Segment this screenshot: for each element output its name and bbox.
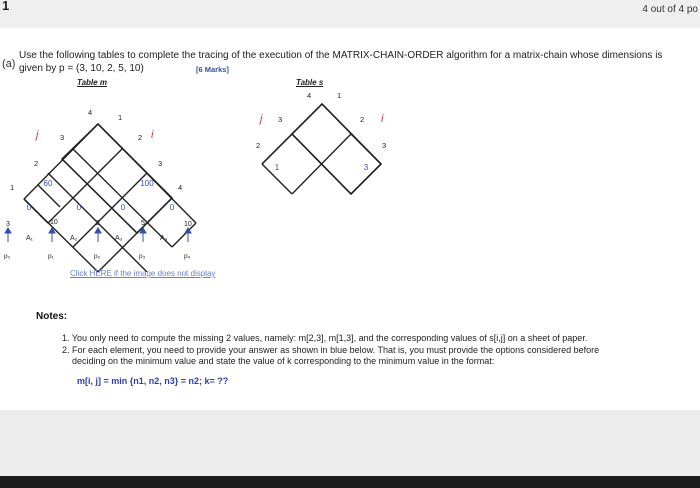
cell-m44: 0	[169, 203, 175, 212]
page-gap	[0, 410, 700, 476]
table-s-j-label-2: 2	[256, 141, 261, 150]
dim-p2: 2	[96, 220, 100, 227]
dim-p0: 3	[6, 221, 10, 228]
matrix-a4: A₄	[160, 235, 168, 242]
note-item-2: 2. For each element, you need to provide your answer as shown in blue below. That is, you must provide the options considered before	[62, 345, 600, 355]
question-number: 1	[2, 0, 10, 13]
table-s-top-label: 4	[307, 91, 312, 100]
top-bar	[0, 0, 700, 28]
cell-m22: 0	[76, 203, 82, 212]
table-s-axis-j: j	[260, 113, 263, 125]
table-m-grid	[24, 124, 196, 272]
notes-title: Notes:	[36, 311, 68, 322]
table-s-title: Table s	[296, 78, 324, 87]
cell-m33: 0	[120, 203, 126, 212]
matrix-a1: A₁	[26, 235, 34, 242]
cell-m34: 100	[140, 179, 154, 188]
table-m-j-label-3: 3	[60, 133, 65, 142]
table-s-i-label-1: 1	[337, 91, 342, 100]
table-m-axis-i: i	[151, 129, 154, 141]
table-s-figure	[250, 82, 400, 202]
matrix-a3: A₃	[115, 235, 123, 242]
table-m-axis-j: j	[36, 129, 39, 141]
table-m-i-label-2: 2	[138, 133, 143, 142]
question-text-line2: given by p = (3, 10, 2, 5, 10)	[19, 63, 144, 74]
page-indicator: 4 out of 4 po	[642, 4, 698, 15]
matrix-a2: A₂	[70, 235, 78, 242]
answer-format-formula: m[i, j] = min {n1, n2, n3} = n2; k= ??	[77, 376, 229, 386]
table-s-i-label-3: 3	[382, 141, 387, 150]
marks-label: [6 Marks]	[196, 65, 229, 74]
p4-label: p₄	[184, 253, 191, 260]
cell-m12: 60	[43, 179, 53, 188]
table-m-figure	[0, 82, 220, 272]
table-m-i-label-1: 1	[118, 113, 123, 122]
part-label: (a)	[2, 58, 16, 70]
image-fallback-link[interactable]: Click HERE if the image does not display	[70, 269, 216, 278]
table-m-i-label-3: 3	[158, 159, 163, 168]
bottom-bar	[0, 476, 700, 488]
cell-s12: 1	[274, 163, 280, 172]
table-s-axis-i: i	[381, 113, 384, 125]
dim-p4: 10	[184, 221, 192, 228]
table-m-j-label-1: 1	[10, 183, 15, 192]
question-text-line1: Use the following tables to complete the tracing of the execution of the MATRIX-CHAIN-ORDER algorithm for a matrix-chain whose dimensions is	[19, 50, 663, 61]
cell-m11: 0	[26, 203, 32, 212]
table-m-right-label: 4	[178, 183, 183, 192]
dim-p1: 10	[50, 219, 58, 226]
cell-s34: 3	[363, 163, 369, 172]
p0-label: p₀	[4, 253, 11, 260]
table-s-j-label-3: 3	[278, 115, 283, 124]
note-item-1: 1. You only need to compute the missing 2 values, namely: m[2,3], m[1,3], and the corresponding values of s[i,j] on a sheet of paper.	[62, 333, 588, 343]
p1-label: p₁	[48, 253, 54, 260]
table-s-i-label-2: 2	[360, 115, 365, 124]
table-m-j-label-2: 2	[34, 159, 39, 168]
note-item-2-continued: deciding on the minimum value and state the value of k corresponding to the minimum value in the format:	[72, 356, 495, 366]
table-m-title: Table m	[77, 78, 107, 87]
p3-label: p₃	[139, 253, 146, 260]
dim-p3: 5	[141, 220, 145, 227]
table-m-top-label: 4	[88, 108, 93, 117]
p2-label: p₂	[94, 253, 101, 260]
